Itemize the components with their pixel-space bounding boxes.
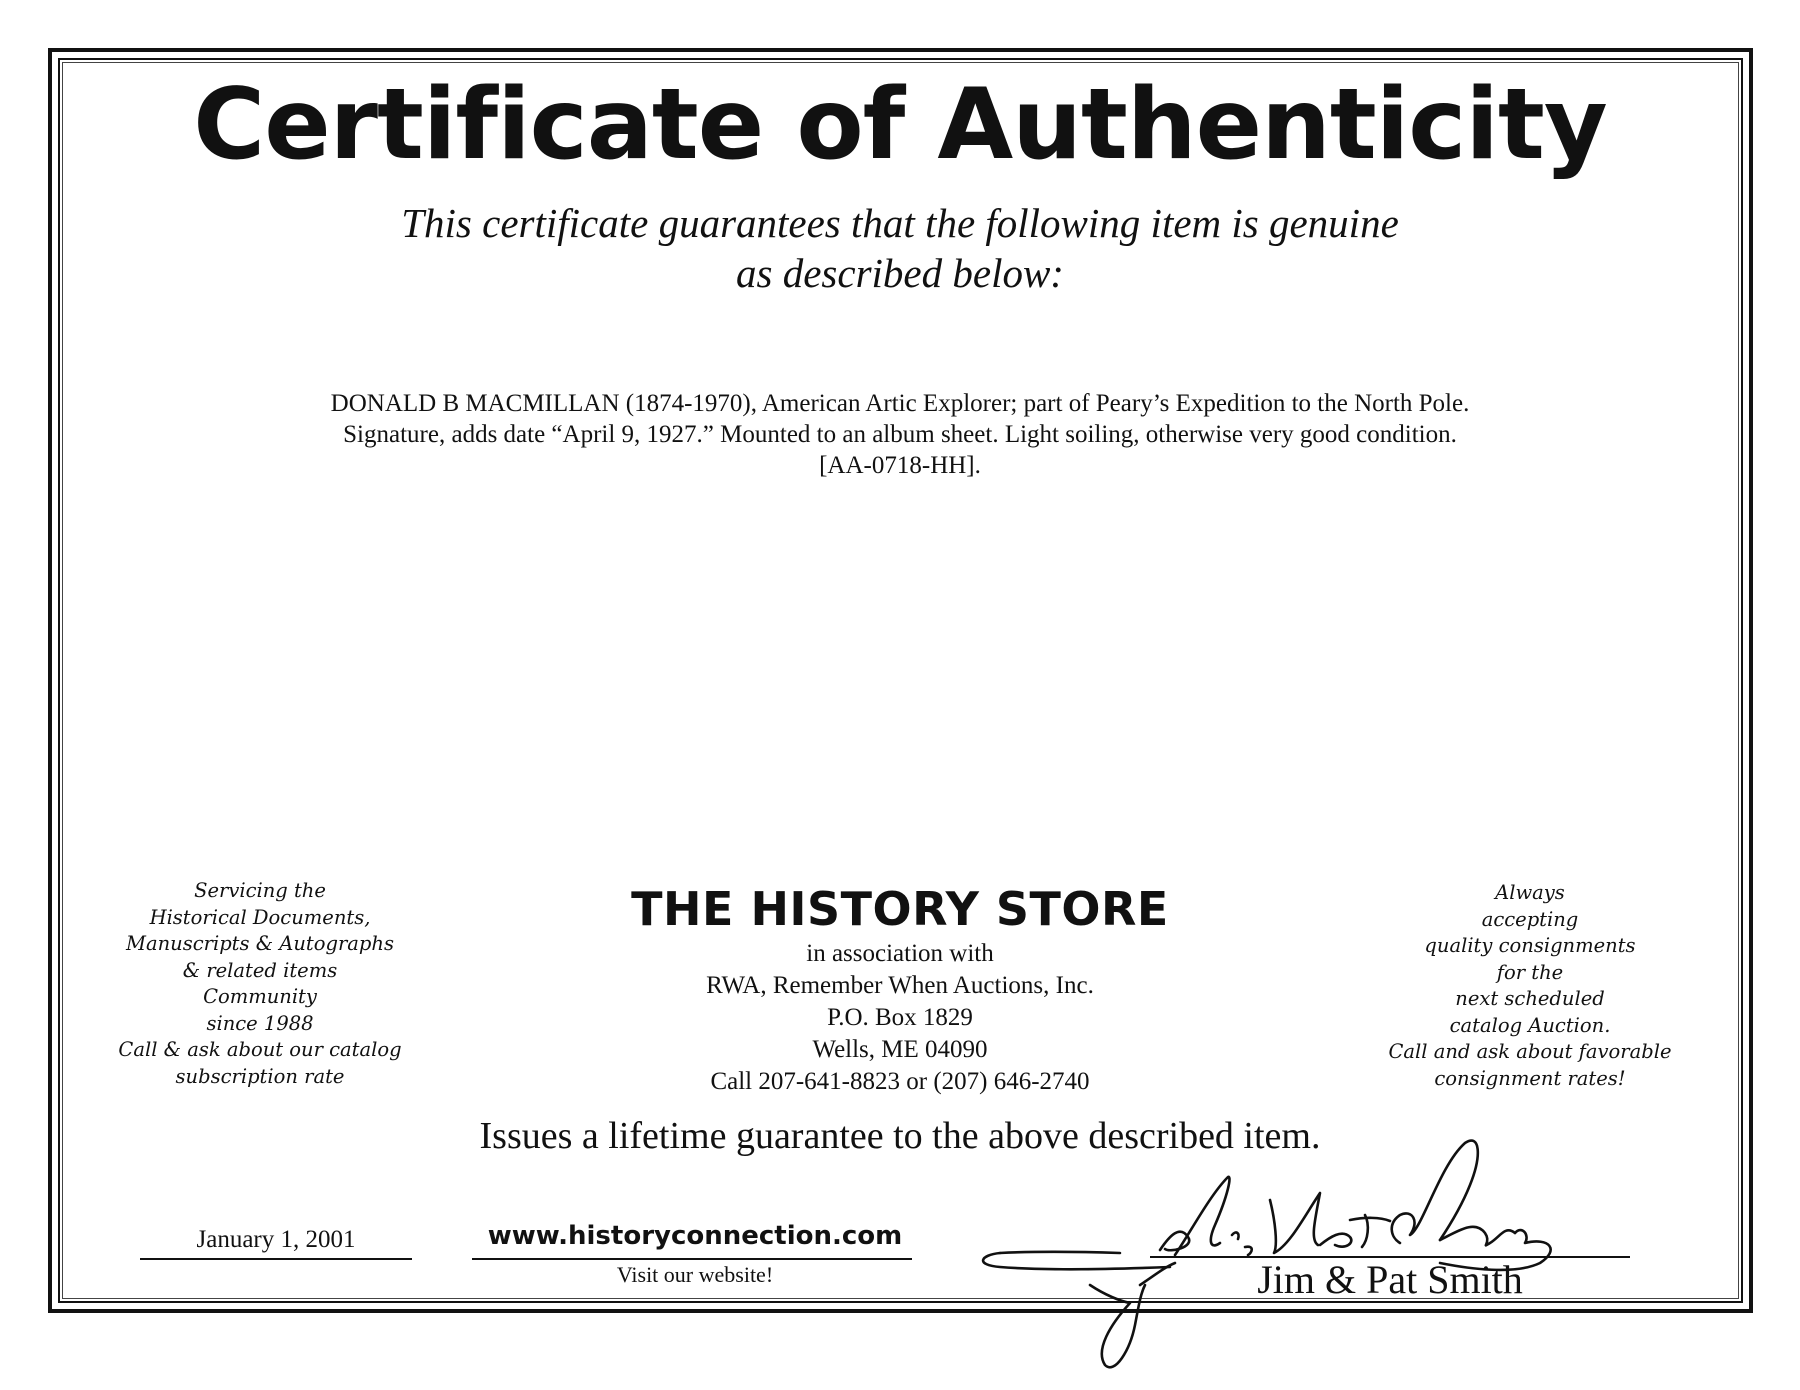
handwritten-signature — [970, 1125, 1570, 1375]
store-po-box: P.O. Box 1829 — [827, 1004, 973, 1031]
subtitle-line-2: as described below: — [736, 250, 1064, 296]
right-blurb — [1360, 880, 1700, 1092]
right-blurb-line: next scheduled — [1455, 987, 1605, 1010]
right-blurb-line: accepting — [1481, 907, 1579, 931]
subtitle-line-1: This certificate guarantees that the following item is genuine — [401, 200, 1399, 246]
right-blurb-line: quality consignments — [1424, 934, 1636, 957]
right-blurb-line: catalog Auction. — [1449, 1013, 1611, 1037]
left-blurb-line: Historical Documents, — [149, 905, 371, 929]
store-address-block — [600, 938, 1200, 1098]
right-blurb-line: Always — [1495, 881, 1565, 904]
left-blurb-line: since 1988 — [206, 1011, 314, 1035]
right-blurb-line: Call and ask about favorable — [1388, 1040, 1672, 1063]
left-blurb — [90, 878, 430, 1090]
right-blurb-line: consignment rates! — [1434, 1066, 1626, 1090]
date-underline — [140, 1258, 412, 1260]
certificate-title: Certificate of Authenticity — [193, 68, 1607, 182]
store-company: RWA, Remember When Auctions, Inc. — [706, 972, 1094, 999]
store-city: Wells, ME 04090 — [812, 1036, 988, 1063]
website-underline — [472, 1258, 912, 1260]
left-blurb-line: Servicing the — [194, 879, 326, 902]
store-association: in association with — [806, 940, 994, 967]
store-name: THE HISTORY STORE — [631, 882, 1169, 936]
guarantee-statement: Issues a lifetime guarantee to the above described item. — [479, 1115, 1321, 1157]
item-description: DONALD B MACMILLAN (1874-1970), American Artic Explorer; part of Peary’s Expedition to the North Pole. Signature, adds date “April 9, 1927.” Mounted to an album sheet. Light soiling, otherwise very good condition. [AA-0718-HH]. — [330, 390, 1470, 479]
left-blurb-line: subscription rate — [175, 1064, 345, 1088]
certificate-subtitle — [300, 198, 1500, 298]
left-blurb-line: Community — [203, 985, 317, 1008]
signer-name: Jim & Pat Smith — [1257, 1257, 1523, 1302]
left-blurb-line: Manuscripts & Autographs — [126, 932, 394, 955]
issue-date: January 1, 2001 — [196, 1226, 356, 1253]
right-blurb-line: for the — [1496, 960, 1564, 984]
left-blurb-line: Call & ask about our catalog — [118, 1038, 402, 1061]
left-blurb-line: & related items — [182, 958, 338, 982]
website-caption: Visit our website! — [616, 1262, 774, 1287]
store-phone: Call 207-641-8823 or (207) 646-2740 — [710, 1068, 1090, 1095]
website-link[interactable]: www.historyconnection.com — [487, 1221, 903, 1251]
